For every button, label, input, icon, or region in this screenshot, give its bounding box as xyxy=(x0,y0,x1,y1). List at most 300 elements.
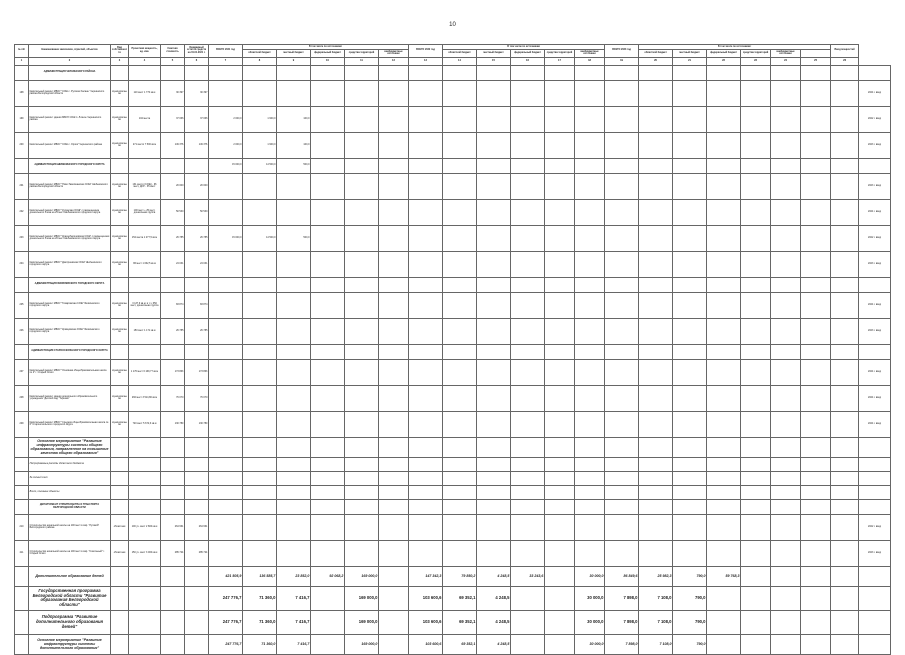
value-cell xyxy=(707,292,741,318)
value-cell xyxy=(673,457,707,471)
value-cell: 103 600,6 xyxy=(409,586,443,610)
value-cell xyxy=(345,499,379,514)
column-number: 16 xyxy=(511,57,545,65)
header-src-offbudget: внебюджетные источники xyxy=(575,49,605,57)
value-cell xyxy=(575,411,605,437)
value-cell xyxy=(605,65,639,80)
value-cell xyxy=(243,80,277,106)
value-cell xyxy=(575,514,605,540)
table-row xyxy=(15,158,891,173)
value-cell xyxy=(243,471,277,485)
value-cell xyxy=(771,437,801,457)
value-cell xyxy=(511,80,545,106)
value-cell xyxy=(409,499,443,514)
cost-cell xyxy=(161,634,185,654)
value-cell xyxy=(477,158,511,173)
column-number-row xyxy=(15,57,891,65)
value-cell: 7 416,7 xyxy=(277,586,311,610)
value-cell xyxy=(741,610,771,634)
value-cell xyxy=(575,344,605,359)
value-cell xyxy=(409,457,443,471)
header-src-regional: областной бюджет xyxy=(243,49,277,57)
value-cell xyxy=(311,173,345,199)
value-cell xyxy=(409,437,443,457)
value-cell xyxy=(771,499,801,514)
value-cell xyxy=(605,471,639,485)
remain-cell: 173 863 xyxy=(185,359,209,385)
capacity-cell xyxy=(129,499,161,514)
value-cell xyxy=(831,485,859,499)
value-cell xyxy=(741,359,771,385)
value-cell xyxy=(311,514,345,540)
value-cell xyxy=(673,411,707,437)
value-cell xyxy=(831,199,859,225)
value-cell xyxy=(243,411,277,437)
cost-cell: 30 397 xyxy=(161,80,185,106)
value-cell: 169 000,0 xyxy=(345,610,379,634)
column-number: 13 xyxy=(409,57,443,65)
value-cell xyxy=(605,359,639,385)
value-cell xyxy=(639,106,673,132)
capacity-cell xyxy=(129,158,161,173)
value-cell xyxy=(575,277,605,292)
value-cell xyxy=(605,485,639,499)
value-cell xyxy=(345,65,379,80)
value-cell xyxy=(379,385,409,411)
header-src-territory: средства территорий xyxy=(345,49,379,57)
value-cell xyxy=(277,199,311,225)
cost-cell xyxy=(161,65,185,80)
row-name-cell: Дополнительное образование детей xyxy=(29,566,111,586)
value-cell xyxy=(345,158,379,173)
value-cell xyxy=(605,132,639,158)
value-cell xyxy=(545,292,575,318)
value-cell xyxy=(379,318,409,344)
value-cell xyxy=(443,457,477,471)
value-cell xyxy=(511,173,545,199)
capacity-cell: 100 уч. мест 2 800 кв.м xyxy=(129,514,161,540)
value-cell xyxy=(477,225,511,251)
value-cell xyxy=(673,173,707,199)
value-cell xyxy=(639,514,673,540)
value-cell xyxy=(511,485,545,499)
table-row xyxy=(15,610,891,634)
header-src-local: местный бюджет xyxy=(477,49,511,57)
value-cell xyxy=(545,251,575,277)
value-cell xyxy=(345,292,379,318)
value-cell xyxy=(277,499,311,514)
value-cell xyxy=(409,199,443,225)
row-name-cell: За полный счет xyxy=(29,471,111,485)
column-number: 4 xyxy=(129,57,161,65)
value-cell xyxy=(545,499,575,514)
remain-cell xyxy=(185,485,209,499)
value-cell xyxy=(511,514,545,540)
value-cell: 23 852,0 xyxy=(277,566,311,586)
value-cell xyxy=(477,277,511,292)
value-cell xyxy=(311,499,345,514)
ownership-cell: областная xyxy=(111,514,129,540)
value-cell xyxy=(831,65,859,80)
value-cell xyxy=(639,173,673,199)
value-cell xyxy=(477,173,511,199)
cost-cell xyxy=(161,277,185,292)
capacity-cell xyxy=(129,586,161,610)
value-cell xyxy=(545,610,575,634)
value-cell xyxy=(379,199,409,225)
value-cell xyxy=(771,457,801,471)
column-number: 6 xyxy=(185,57,209,65)
budget-table xyxy=(14,44,891,655)
commissioning-cell: 2024 г. ввод xyxy=(859,359,891,385)
value-cell xyxy=(443,158,477,173)
value-cell: 247 776,7 xyxy=(209,586,243,610)
value-cell xyxy=(673,106,707,132)
value-cell xyxy=(741,566,771,586)
cost-cell: 149 376 xyxy=(161,132,185,158)
ownership-cell: муниципальная xyxy=(111,359,129,385)
value-cell xyxy=(831,457,859,471)
value-cell xyxy=(831,359,859,385)
cost-cell: 37 066 xyxy=(161,106,185,132)
value-cell xyxy=(801,106,831,132)
remain-cell xyxy=(185,277,209,292)
value-cell xyxy=(443,514,477,540)
commissioning-cell xyxy=(859,499,891,514)
capacity-cell: 150 уч. мест 3 000 кв.м xyxy=(129,540,161,566)
header-sources-2021: В том числе по источникам: xyxy=(243,45,409,50)
value-cell xyxy=(277,540,311,566)
ownership-cell: муниципальная xyxy=(111,173,129,199)
value-cell xyxy=(379,359,409,385)
value-cell xyxy=(409,411,443,437)
cost-cell xyxy=(161,610,185,634)
table-row xyxy=(15,277,891,292)
value-cell xyxy=(639,277,673,292)
cost-cell xyxy=(161,499,185,514)
value-cell xyxy=(801,80,831,106)
value-cell xyxy=(209,514,243,540)
row-name-cell: Непрограммные расходы областного бюджета xyxy=(29,457,111,471)
value-cell: 14 500,0 xyxy=(243,225,277,251)
remain-cell: 24 031 xyxy=(185,251,209,277)
value-cell xyxy=(771,292,801,318)
value-cell xyxy=(345,251,379,277)
value-cell xyxy=(831,80,859,106)
row-name-cell: АДМИНИСТРАЦИЯ СТАРООСКОЛЬСКОГО ГОРОДСКОГО ОКРУГА xyxy=(29,344,111,359)
value-cell xyxy=(277,359,311,385)
value-cell: 4 248,5 xyxy=(477,586,511,610)
commissioning-cell: 2024 г. ввод xyxy=(859,411,891,437)
value-cell xyxy=(575,132,605,158)
value-cell xyxy=(443,385,477,411)
value-cell xyxy=(639,499,673,514)
value-cell xyxy=(639,540,673,566)
value-cell xyxy=(477,65,511,80)
value-cell xyxy=(771,485,801,499)
header-no: № п/п xyxy=(15,45,29,58)
value-cell xyxy=(771,80,801,106)
value-cell xyxy=(605,318,639,344)
value-cell: 4 248,5 xyxy=(477,566,511,586)
value-cell xyxy=(379,514,409,540)
value-cell xyxy=(545,199,575,225)
value-cell xyxy=(605,292,639,318)
value-cell xyxy=(409,514,443,540)
value-cell xyxy=(831,499,859,514)
value-cell xyxy=(311,586,345,610)
value-cell xyxy=(673,385,707,411)
cost-cell: 76 070 xyxy=(161,385,185,411)
value-cell xyxy=(511,359,545,385)
value-cell xyxy=(511,471,545,485)
value-cell xyxy=(801,485,831,499)
value-cell xyxy=(831,173,859,199)
value-cell xyxy=(707,499,741,514)
row-name-cell: Капитальный ремонт МБОУ "СОШ с. Орлик" Чернянского района xyxy=(29,132,111,158)
column-number: 1 xyxy=(15,57,29,65)
value-cell xyxy=(379,277,409,292)
value-cell xyxy=(575,158,605,173)
value-cell xyxy=(741,471,771,485)
value-cell xyxy=(311,634,345,654)
row-name-cell: Капитальный ремонт МБОУ "Ново-Таволжанская СОШ" Шебекинского района Белгородской области xyxy=(29,173,111,199)
table-row xyxy=(15,586,891,610)
cost-cell: 130 780 xyxy=(161,411,185,437)
value-cell xyxy=(345,277,379,292)
row-name-cell: Капитальный ремонт МБОУ "Дмитриевская ООШ" Шебекинского городского округа xyxy=(29,251,111,277)
row-name-cell: Капитальный ремонт МБОУ "Купинская ООШ" с размещением дошкольного блока на 25 мест Шебекинского городского округа xyxy=(29,199,111,225)
value-cell xyxy=(741,158,771,173)
value-cell xyxy=(771,566,801,586)
value-cell xyxy=(511,199,545,225)
value-cell xyxy=(741,65,771,80)
value-cell xyxy=(311,225,345,251)
value-cell xyxy=(741,385,771,411)
value-cell xyxy=(771,385,801,411)
row-number-cell: 200 xyxy=(15,132,29,158)
value-cell xyxy=(707,485,741,499)
value-cell xyxy=(605,457,639,471)
value-cell: 100,0 xyxy=(277,106,311,132)
value-cell xyxy=(673,80,707,106)
value-cell xyxy=(605,277,639,292)
value-cell xyxy=(575,292,605,318)
capacity-cell xyxy=(129,277,161,292)
value-cell: 169 000,0 xyxy=(345,634,379,654)
value-cell: 169 000,0 xyxy=(345,586,379,610)
value-cell xyxy=(477,359,511,385)
remain-cell: 30 397 xyxy=(185,80,209,106)
table-row xyxy=(15,540,891,566)
value-cell xyxy=(639,385,673,411)
value-cell xyxy=(575,471,605,485)
header-src-local: местный бюджет xyxy=(673,49,707,57)
ownership-cell xyxy=(111,566,129,586)
value-cell xyxy=(801,344,831,359)
row-name-cell: АДМИНИСТРАЦИЯ ЧЕРНЯНСКОГО РАЙОНА xyxy=(29,65,111,80)
row-number-cell: 207 xyxy=(15,359,29,385)
remain-cell xyxy=(185,65,209,80)
value-cell: 4 248,5 xyxy=(477,610,511,634)
value-cell xyxy=(409,359,443,385)
capacity-cell xyxy=(129,437,161,457)
value-cell xyxy=(801,385,831,411)
header-name: Наименование заказчиков, отраслей, объектов xyxy=(29,45,111,58)
value-cell xyxy=(545,634,575,654)
value-cell xyxy=(707,540,741,566)
value-cell xyxy=(345,318,379,344)
value-cell xyxy=(605,199,639,225)
row-name-cell: АДМИНИСТРАЦИЯ ШЕБЕКИНСКОГО ГОРОДСКОГО ОКРУГА xyxy=(29,158,111,173)
remain-cell: 130 780 xyxy=(185,411,209,437)
value-cell xyxy=(707,471,741,485)
value-cell xyxy=(545,65,575,80)
remain-cell xyxy=(185,158,209,173)
value-cell xyxy=(209,499,243,514)
value-cell: 790,0 xyxy=(673,610,707,634)
capacity-cell: 3 137,9 кв.м, в т.ч. 650 мест, дошкольная группа xyxy=(129,292,161,318)
header-cost: Сметная стоимость xyxy=(161,45,185,58)
value-cell xyxy=(477,471,511,485)
table-row xyxy=(15,132,891,158)
value-cell xyxy=(443,318,477,344)
value-cell xyxy=(243,65,277,80)
value-cell xyxy=(707,251,741,277)
value-cell xyxy=(311,411,345,437)
value-cell xyxy=(741,106,771,132)
value-cell xyxy=(707,173,741,199)
value-cell xyxy=(639,251,673,277)
row-name-cell: Строительство начальной школы на 100 мест в мкр. "Сокольный" г. Старый Оскол xyxy=(29,540,111,566)
value-cell xyxy=(741,499,771,514)
value-cell xyxy=(243,485,277,499)
remain-cell xyxy=(185,457,209,471)
row-number-cell xyxy=(15,634,29,654)
table-row xyxy=(15,344,891,359)
row-number-cell xyxy=(15,65,29,80)
value-cell xyxy=(345,344,379,359)
cost-cell: 50 530 xyxy=(161,199,185,225)
commissioning-cell xyxy=(859,610,891,634)
table-row xyxy=(15,80,891,106)
remain-cell: 37 066 xyxy=(185,106,209,132)
header-src-regional: областной бюджет xyxy=(639,49,673,57)
commissioning-cell xyxy=(859,65,891,80)
value-cell xyxy=(831,158,859,173)
value-cell xyxy=(801,173,831,199)
value-cell xyxy=(801,132,831,158)
value-cell xyxy=(277,471,311,485)
commissioning-cell: 2023 г. ввод xyxy=(859,540,891,566)
value-cell xyxy=(277,344,311,359)
value-cell xyxy=(511,610,545,634)
value-cell xyxy=(379,251,409,277)
value-cell xyxy=(741,411,771,437)
capacity-cell: 86 мест 1 062,5 кв.м xyxy=(129,251,161,277)
value-cell xyxy=(545,457,575,471)
row-number-cell: 201 xyxy=(15,173,29,199)
value-cell xyxy=(771,540,801,566)
value-cell: 86 849,6 xyxy=(605,566,639,586)
value-cell xyxy=(477,344,511,359)
cost-cell: 83 874 xyxy=(161,292,185,318)
row-number-cell: 198 xyxy=(15,80,29,106)
value-cell xyxy=(379,540,409,566)
value-cell xyxy=(605,173,639,199)
value-cell xyxy=(477,292,511,318)
value-cell xyxy=(741,251,771,277)
value-cell xyxy=(545,437,575,457)
value-cell xyxy=(741,277,771,292)
column-number: 9 xyxy=(277,57,311,65)
value-cell xyxy=(741,634,771,654)
value-cell xyxy=(707,359,741,385)
value-cell xyxy=(673,277,707,292)
header-src-federal: федеральный бюджет xyxy=(511,49,545,57)
value-cell xyxy=(831,292,859,318)
cost-cell xyxy=(161,437,185,457)
table-row xyxy=(15,359,891,385)
ownership-cell xyxy=(111,586,129,610)
value-cell: 30 000,0 xyxy=(575,586,605,610)
value-cell xyxy=(831,471,859,485)
value-cell xyxy=(311,199,345,225)
value-cell xyxy=(311,359,345,385)
remain-cell: 76 070 xyxy=(185,385,209,411)
value-cell xyxy=(209,318,243,344)
value-cell xyxy=(477,514,511,540)
value-cell xyxy=(477,457,511,471)
value-cell xyxy=(801,292,831,318)
cost-cell: 264 661 xyxy=(161,514,185,540)
value-cell xyxy=(443,80,477,106)
table-row xyxy=(15,485,891,499)
table-row xyxy=(15,471,891,485)
value-cell xyxy=(379,344,409,359)
value-cell xyxy=(511,634,545,654)
value-cell xyxy=(311,385,345,411)
value-cell xyxy=(209,251,243,277)
table-row xyxy=(15,385,891,411)
value-cell xyxy=(277,292,311,318)
value-cell xyxy=(311,610,345,634)
value-cell xyxy=(243,292,277,318)
value-cell xyxy=(831,437,859,457)
remain-cell: 149 376 xyxy=(185,132,209,158)
value-cell xyxy=(379,499,409,514)
row-name-cell: Основное мероприятие "Развитие инфраструктуры системы дополнительного образования" xyxy=(29,634,111,654)
value-cell xyxy=(741,485,771,499)
value-cell xyxy=(277,277,311,292)
value-cell: 100,0 xyxy=(277,132,311,158)
value-cell xyxy=(443,411,477,437)
value-cell xyxy=(575,65,605,80)
value-cell xyxy=(209,359,243,385)
remain-cell: 26 785 xyxy=(185,318,209,344)
table-row xyxy=(15,65,891,80)
value-cell xyxy=(243,359,277,385)
remain-cell xyxy=(185,499,209,514)
capacity-cell: 150 мест 1 171 кв.м xyxy=(129,318,161,344)
value-cell xyxy=(741,318,771,344)
value-cell xyxy=(311,132,345,158)
value-cell xyxy=(831,225,859,251)
value-cell xyxy=(345,199,379,225)
value-cell: 30 000,0 xyxy=(575,610,605,634)
remain-cell xyxy=(185,634,209,654)
value-cell xyxy=(707,225,741,251)
